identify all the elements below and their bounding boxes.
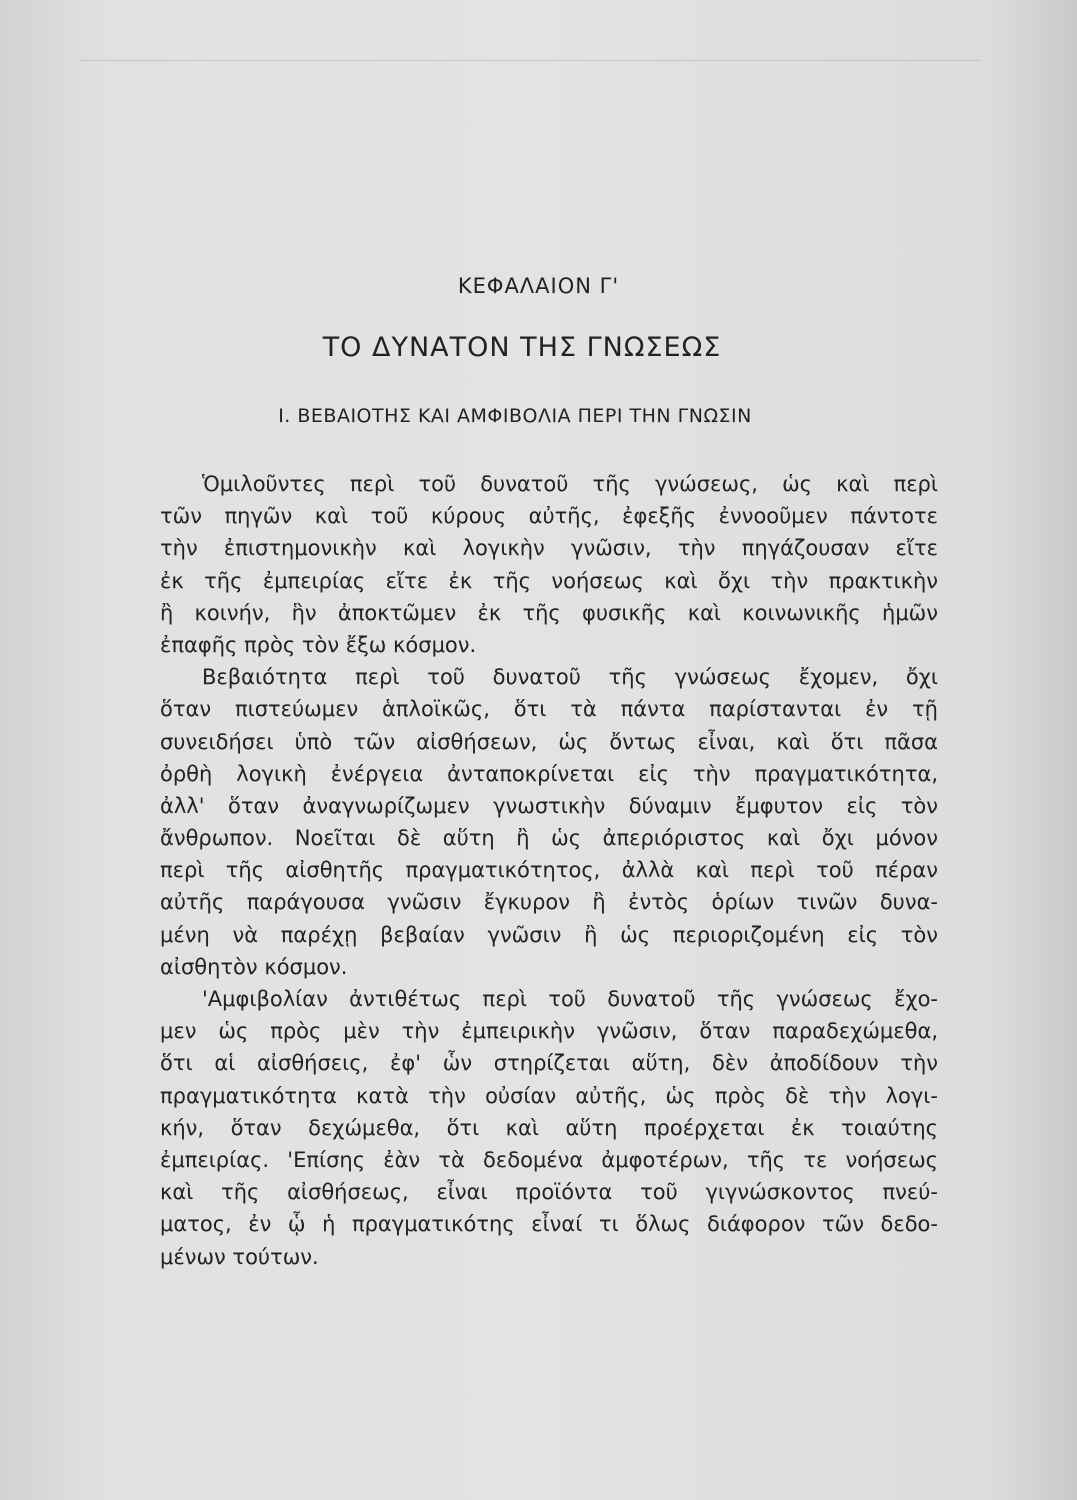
- paragraph-line: Ὁμιλοῦντες περὶ τοῦ δυνατοῦ τῆς γνώσεως, ὡς καὶ περὶ: [202, 472, 938, 496]
- paragraph-line: ἄνθρωπον. Νοεῖται δὲ αὕτη ἢ ὡς ἀπεριόριστος καὶ ὄχι μόνον: [160, 826, 938, 851]
- paragraph-line: ὀρθὴ λογικὴ ἐνέργεια ἀνταποκρίνεται εἰς τὴν πραγματικότητα,: [160, 761, 938, 786]
- paragraph-line: ματος, ἐν ᾧ ἡ πραγματικότης εἶναί τι ὅλως διάφορον τῶν δεδο-: [160, 1212, 938, 1237]
- paragraph-line: 'Αμφιβολίαν ἀντιθέτως περὶ τοῦ δυνατοῦ τῆς γνώσεως ἔχο-: [202, 987, 938, 1011]
- paragraph-3: [160, 983, 938, 1273]
- page-edge-line: [80, 60, 980, 61]
- paragraph-line: μεν ὡς πρὸς μὲν τὴν ἐμπειρικὴν γνῶσιν, ὅταν παραδεχώμεθα,: [160, 1019, 938, 1044]
- paragraph-line: αὐτῆς παράγουσα γνῶσιν ἔγκυρον ἢ ἐντὸς ὁρίων τινῶν δυνα-: [160, 890, 938, 915]
- paragraph-line: Βεβαιότητα περὶ τοῦ δυνατοῦ τῆς γνώσεως ἔχομεν, ὄχι: [202, 665, 938, 690]
- paragraph-line: ἀλλ' ὅταν ἀναγνωρίζωμεν γνωστικὴν δύναμιν ἔμφυτον εἰς τὸν: [160, 793, 938, 818]
- paragraph-line: ἐκ τῆς ἐμπειρίας εἴτε ἐκ τῆς νοήσεως καὶ ὄχι τὴν πρακτικὴν: [160, 568, 938, 593]
- paragraph-line: περὶ τῆς αἰσθητῆς πραγματικότητος, ἀλλὰ καὶ περὶ τοῦ πέραν: [160, 858, 938, 883]
- paragraph-line: ἢ κοινήν, ἣν ἀποκτῶμεν ἐκ τῆς φυσικῆς καὶ κοινωνικῆς ἡμῶν: [160, 600, 938, 625]
- paragraph-line: πραγματικότητα κατὰ τὴν οὐσίαν αὐτῆς, ὡς πρὸς δὲ τὴν λογι-: [160, 1083, 938, 1108]
- paragraph-line: ἐπαφῆς πρὸς τὸν ἔξω κόσμον.: [160, 632, 477, 657]
- paragraph-line: ὅταν πιστεύωμεν ἁπλοϊκῶς, ὅτι τὰ πάντα παρίστανται ἐν τῇ: [160, 697, 938, 722]
- paragraph-line: ὅτι αἱ αἰσθήσεις, ἐφ' ὧν στηρίζεται αὕτη, δὲν ἀποδίδουν τὴν: [160, 1051, 938, 1076]
- paragraph-line: κήν, ὅταν δεχώμεθα, ὅτι καὶ αὕτη προέρχεται ἐκ τοιαύτης: [160, 1115, 938, 1140]
- paragraph-line: τῶν πηγῶν καὶ τοῦ κύρους αὐτῆς, ἐφεξῆς ἐννοοῦμεν πάντοτε: [160, 504, 938, 529]
- paragraph-1: [160, 468, 938, 661]
- paragraph-line: τὴν ἐπιστημονικὴν καὶ λογικὴν γνῶσιν, τὴν πηγάζουσαν εἴτε: [160, 536, 938, 561]
- body-text: [160, 468, 938, 1273]
- paragraph-line: μένων τούτων.: [160, 1244, 319, 1269]
- section-title: Ι. ΒΕΒΑΙΟΤΗΣ ΚΑΙ ΑΜΦΙΒΟΛΙΑ ΠΕΡΙ ΤΗΝ ΓΝΩΣΙΝ: [278, 405, 752, 427]
- paragraph-line: συνειδήσει ὑπὸ τῶν αἰσθήσεων, ὡς ὄντως εἶναι, καὶ ὅτι πᾶσα: [160, 729, 938, 754]
- paragraph-2: [160, 661, 938, 983]
- paragraph-line: αἰσθητὸν κόσμον.: [160, 954, 348, 979]
- chapter-label: ΚΕΦΑΛΑΙΟΝ Γ': [457, 274, 620, 298]
- paragraph-line: ἐμπειρίας. 'Επίσης ἐὰν τὰ δεδομένα ἀμφοτέρων, τῆς τε νοήσεως: [160, 1147, 938, 1172]
- paragraph-line: μένη νὰ παρέχῃ βεβαίαν γνῶσιν ἢ ὡς περιοριζομένη εἰς τὸν: [160, 922, 938, 947]
- chapter-title: ΤΟ ΔΥΝΑΤΟΝ ΤΗΣ ΓΝΩΣΕΩΣ: [322, 332, 722, 363]
- paragraph-line: καὶ τῆς αἰσθήσεως, εἶναι προϊόντα τοῦ γιγνώσκοντος πνεύ-: [160, 1180, 938, 1205]
